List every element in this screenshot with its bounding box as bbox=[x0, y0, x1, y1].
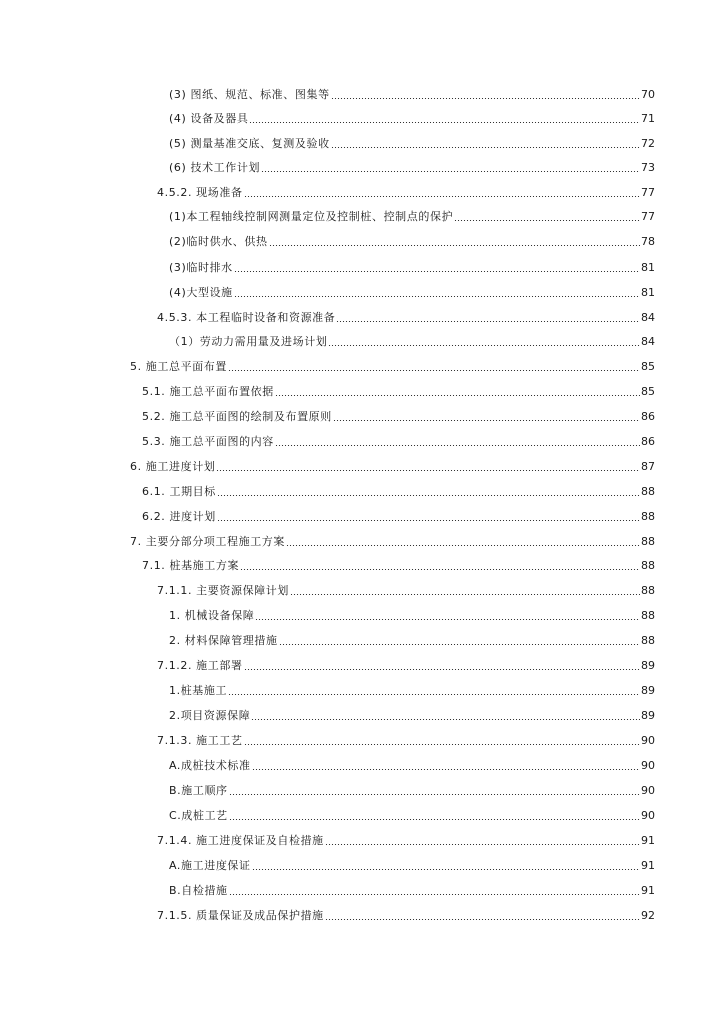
toc-entry-label: （1）劳动力需用量及进场计划 bbox=[169, 335, 328, 348]
toc-entry-label: (2)临时供水、供热 bbox=[169, 235, 268, 248]
toc-entry bbox=[130, 358, 655, 374]
toc-entry-label: (6) 技术工作计划 bbox=[169, 161, 261, 174]
toc-leader-dots bbox=[251, 719, 640, 720]
toc-leader-dots bbox=[275, 445, 640, 446]
toc-entry-label: A.施工进度保证 bbox=[169, 859, 251, 872]
toc-page-number: 90 bbox=[641, 734, 655, 747]
toc-leader-dots bbox=[244, 196, 640, 197]
toc-leader-dots bbox=[255, 619, 640, 620]
toc-entry bbox=[169, 857, 655, 873]
toc-page-number: 91 bbox=[641, 834, 655, 847]
toc-entry bbox=[169, 757, 655, 773]
toc-leader-dots bbox=[252, 869, 640, 870]
toc-leader-dots bbox=[336, 321, 640, 322]
toc-leader-dots bbox=[331, 147, 640, 148]
toc-entry-label: A.成桩技术标准 bbox=[169, 759, 251, 772]
toc-entry bbox=[169, 632, 655, 648]
toc-entry bbox=[157, 309, 655, 325]
toc-entry-label: 6. 施工进度计划 bbox=[130, 460, 216, 473]
toc-entry bbox=[157, 582, 655, 598]
toc-page-number: 88 bbox=[641, 609, 655, 622]
toc-entry bbox=[157, 732, 655, 748]
toc-leader-dots bbox=[261, 171, 640, 172]
toc-page-number: 90 bbox=[641, 759, 655, 772]
toc-page-number: 84 bbox=[641, 335, 655, 348]
toc-entry-label: (5) 测量基准交底、复测及验收 bbox=[169, 137, 330, 150]
toc-entry-label: 2.项目资源保障 bbox=[169, 709, 251, 722]
toc-entry-label: (4) 设备及器具 bbox=[169, 112, 249, 125]
toc-leader-dots bbox=[217, 495, 640, 496]
toc-entry bbox=[169, 208, 655, 224]
toc-entry-label: 7.1.3. 施工工艺 bbox=[157, 734, 243, 747]
toc-leader-dots bbox=[328, 345, 640, 346]
toc-entry bbox=[169, 233, 655, 249]
toc-page-number: 77 bbox=[641, 210, 655, 223]
toc-entry-label: (4)大型设施 bbox=[169, 286, 233, 299]
toc-page-number: 86 bbox=[641, 435, 655, 448]
toc-entry-label: 7.1.1. 主要资源保障计划 bbox=[157, 584, 289, 597]
toc-page-number: 88 bbox=[641, 559, 655, 572]
toc-page-number: 78 bbox=[641, 235, 655, 248]
toc-page-number: 84 bbox=[641, 311, 655, 324]
toc-page-number: 91 bbox=[641, 884, 655, 897]
toc-page-number: 89 bbox=[641, 684, 655, 697]
toc-leader-dots bbox=[331, 98, 640, 99]
toc-leader-dots bbox=[244, 744, 640, 745]
toc-entry-label: 5.1. 施工总平面布置依据 bbox=[142, 385, 274, 398]
toc-entry bbox=[169, 707, 655, 723]
toc-page-number: 77 bbox=[641, 186, 655, 199]
toc-entry-label: (1)本工程轴线控制网测量定位及控制桩、控制点的保护 bbox=[169, 210, 454, 223]
toc-entry bbox=[169, 882, 655, 898]
toc-page-number: 91 bbox=[641, 859, 655, 872]
toc-leader-dots bbox=[217, 520, 640, 521]
toc-leader-dots bbox=[244, 669, 640, 670]
toc-page-number: 90 bbox=[641, 784, 655, 797]
toc-entry bbox=[130, 458, 655, 474]
toc-page-number: 85 bbox=[641, 385, 655, 398]
toc-entry bbox=[157, 832, 655, 848]
toc-page-number: 88 bbox=[641, 634, 655, 647]
toc-entry bbox=[142, 383, 655, 399]
toc-entry-label: 1. 机械设备保障 bbox=[169, 609, 255, 622]
toc-leader-dots bbox=[229, 819, 640, 820]
toc-entry-label: 6.1. 工期目标 bbox=[142, 485, 216, 498]
toc-entry bbox=[169, 159, 655, 175]
toc-leader-dots bbox=[325, 919, 640, 920]
toc-page-number: 81 bbox=[641, 286, 655, 299]
toc-entry bbox=[169, 110, 655, 126]
toc-entry-label: 5.2. 施工总平面图的绘制及布置原则 bbox=[142, 410, 332, 423]
toc-leader-dots bbox=[279, 644, 640, 645]
toc-entry-label: 7.1.5. 质量保证及成品保护措施 bbox=[157, 909, 324, 922]
toc-page-number: 71 bbox=[641, 112, 655, 125]
toc-leader-dots bbox=[454, 220, 640, 221]
toc-entry-label: 5. 施工总平面布置 bbox=[130, 360, 227, 373]
toc-page-number: 87 bbox=[641, 460, 655, 473]
toc-entry bbox=[169, 259, 655, 275]
toc-page-number: 86 bbox=[641, 410, 655, 423]
toc-entry bbox=[157, 184, 655, 200]
toc-entry-label: 5.3. 施工总平面图的内容 bbox=[142, 435, 274, 448]
toc-leader-dots bbox=[228, 370, 640, 371]
toc-entry bbox=[169, 607, 655, 623]
toc-entry bbox=[169, 86, 655, 102]
toc-leader-dots bbox=[234, 296, 640, 297]
toc-entry bbox=[169, 682, 655, 698]
toc-entry-label: 6.2. 进度计划 bbox=[142, 510, 216, 523]
toc-page-number: 89 bbox=[641, 659, 655, 672]
toc-page-number: 72 bbox=[641, 137, 655, 150]
toc-leader-dots bbox=[249, 122, 640, 123]
toc-entry-label: 7. 主要分部分项工程施工方案 bbox=[130, 535, 285, 548]
toc-entry-label: 1.桩基施工 bbox=[169, 684, 228, 697]
toc-entry bbox=[142, 508, 655, 524]
toc-leader-dots bbox=[229, 794, 640, 795]
toc-entry-label: (3) 图纸、规范、标准、图集等 bbox=[169, 88, 330, 101]
toc-page-number: 89 bbox=[641, 709, 655, 722]
toc-entry-label: (3)临时排水 bbox=[169, 261, 233, 274]
toc-page-number: 88 bbox=[641, 535, 655, 548]
toc-leader-dots bbox=[252, 769, 640, 770]
toc-entry bbox=[142, 408, 655, 424]
toc-leader-dots bbox=[240, 569, 640, 570]
toc-page-number: 90 bbox=[641, 809, 655, 822]
toc-entry-label: 2. 材料保障管理措施 bbox=[169, 634, 278, 647]
toc-leader-dots bbox=[234, 271, 640, 272]
toc-page-number: 88 bbox=[641, 485, 655, 498]
toc-entry-label: 4.5.2. 现场准备 bbox=[157, 186, 243, 199]
toc-entry bbox=[142, 483, 655, 499]
toc-entry-label: 4.5.3. 本工程临时设备和资源准备 bbox=[157, 311, 336, 324]
toc-entry bbox=[157, 657, 655, 673]
toc-page-number: 92 bbox=[641, 909, 655, 922]
toc-entry bbox=[169, 135, 655, 151]
toc-entry-label: 7.1. 桩基施工方案 bbox=[142, 559, 240, 572]
toc-entry-label: 7.1.2. 施工部署 bbox=[157, 659, 243, 672]
toc-entry-label: B.施工顺序 bbox=[169, 784, 228, 797]
toc-entry-label: 7.1.4. 施工进度保证及自检措施 bbox=[157, 834, 324, 847]
toc-entry bbox=[169, 333, 655, 349]
toc-leader-dots bbox=[269, 245, 640, 246]
toc-leader-dots bbox=[333, 420, 640, 421]
toc-page-number: 73 bbox=[641, 161, 655, 174]
toc-entry bbox=[169, 807, 655, 823]
toc-entry bbox=[130, 533, 655, 549]
toc-entry bbox=[142, 557, 655, 573]
toc-entry bbox=[169, 284, 655, 300]
toc-leader-dots bbox=[228, 694, 640, 695]
toc-leader-dots bbox=[325, 844, 640, 845]
toc-leader-dots bbox=[229, 894, 640, 895]
toc-page-number: 70 bbox=[641, 88, 655, 101]
toc-page-number: 81 bbox=[641, 261, 655, 274]
toc-page-number: 85 bbox=[641, 360, 655, 373]
toc-entry-label: C.成桩工艺 bbox=[169, 809, 228, 822]
toc-entry-label: B.自检措施 bbox=[169, 884, 228, 897]
toc-entry bbox=[157, 907, 655, 923]
toc-leader-dots bbox=[286, 545, 640, 546]
toc-page-number: 88 bbox=[641, 510, 655, 523]
toc-page-number: 88 bbox=[641, 584, 655, 597]
toc-leader-dots bbox=[290, 594, 640, 595]
toc-entry bbox=[169, 782, 655, 798]
toc-leader-dots bbox=[275, 395, 640, 396]
toc-leader-dots bbox=[216, 470, 640, 471]
toc-entry bbox=[142, 433, 655, 449]
